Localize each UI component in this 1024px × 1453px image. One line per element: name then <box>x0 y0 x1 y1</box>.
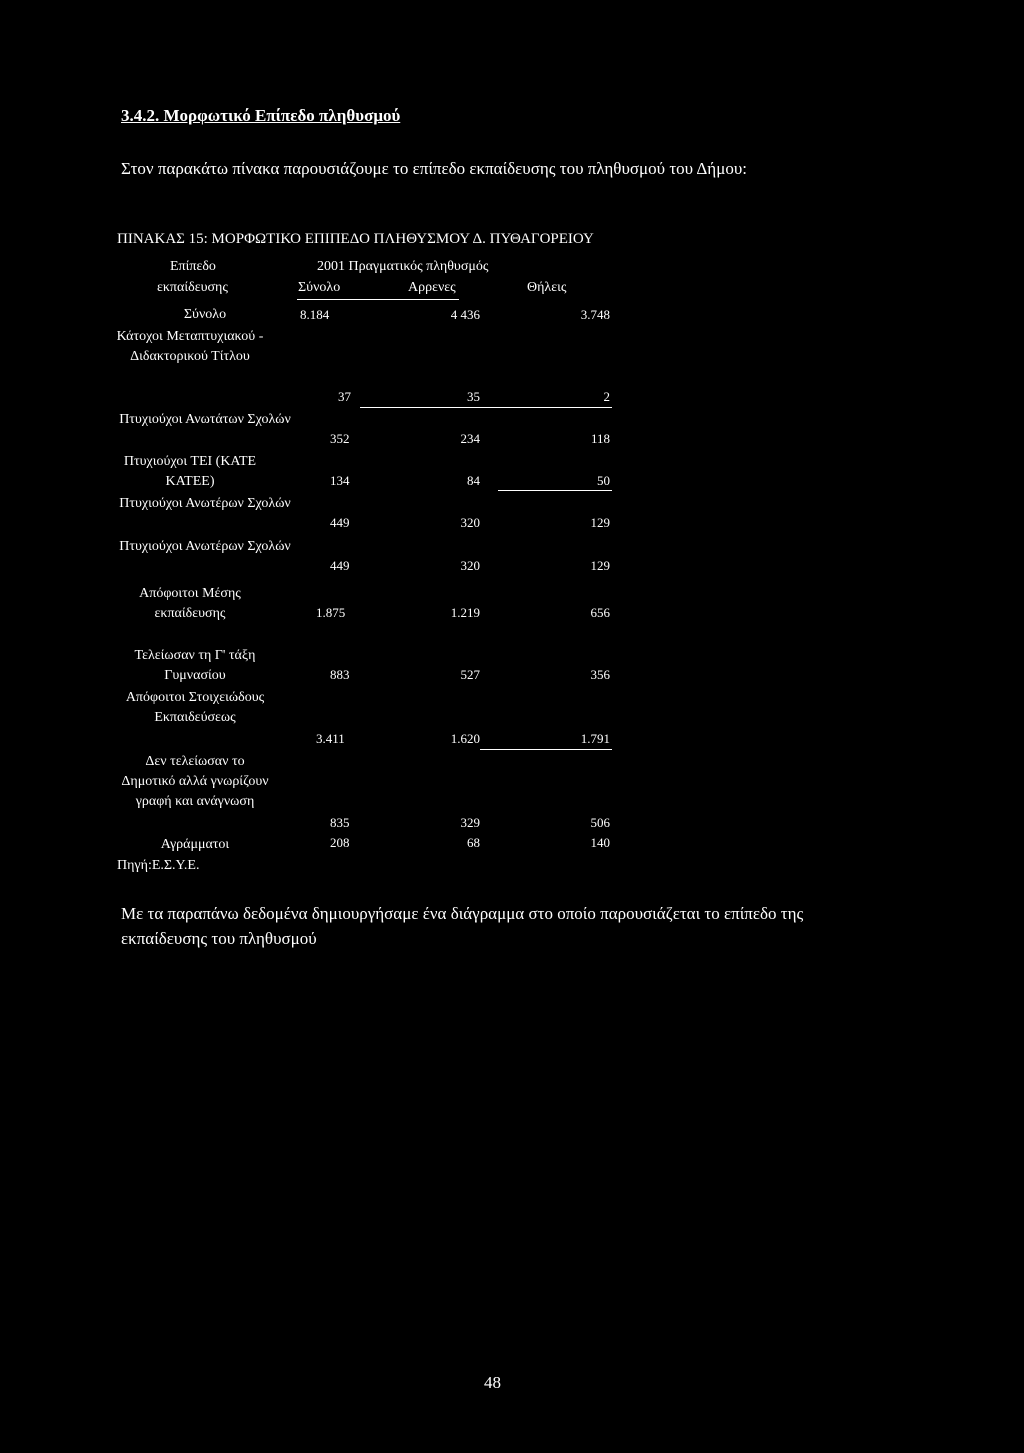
table-row-label: Δεν τελείωσαν το Δημοτικό αλλά γνωρίζουν γραφή και ανάγνωση <box>121 754 269 809</box>
table-cell-male: 234 <box>460 431 480 446</box>
table-cell-total: 352 <box>330 431 350 446</box>
table-cell-female: 656 <box>590 605 610 620</box>
table-row-label: Απόφοιτοι Στοιχειώδους Εκπαιδεύσεως <box>125 690 265 725</box>
table-row-label: Απόφοιτοι Μέσης εκπαίδευσης <box>139 586 241 621</box>
table-cell-female: 129 <box>590 558 610 573</box>
table-cell-male: 1.219 <box>450 605 480 620</box>
table-cell-total: 134 <box>330 473 350 488</box>
row-underline <box>498 490 612 491</box>
table-cell-male: 1.620 <box>450 731 480 746</box>
table-cell-male: 35 <box>467 389 480 404</box>
table-cell-total: 208 <box>330 835 350 850</box>
table-cell-male: 68 <box>467 835 480 850</box>
table-cell-female: 3.748 <box>580 307 610 322</box>
table-cell-male: 320 <box>460 515 480 530</box>
intro-paragraph: Στον παρακάτω πίνακα παρουσιάζουμε το επίπεδο εκπαίδευσης του πληθυσμού του Δήμου: <box>121 159 747 178</box>
table-cell-female: 2 <box>603 389 610 404</box>
row-underline <box>360 407 612 408</box>
table-row-label: Πτυχιούχοι Ανωτέρων Σχολών <box>119 496 291 511</box>
header-underline <box>297 299 459 300</box>
table-row-label: Πτυχιούχοι Ανωτέρων Σχολών <box>119 539 291 554</box>
column-header-total: Σύνολο <box>298 280 341 295</box>
table-cell-total: 835 <box>330 815 350 830</box>
table-cell-total: 449 <box>330 515 350 530</box>
table-cell-female: 140 <box>590 835 610 850</box>
table-row-label: Σύνολο <box>183 307 227 322</box>
table-row-label: Τελείωσαν τη Γ' τάξη Γυμνασίου <box>134 648 256 683</box>
table-cell-female: 118 <box>590 431 610 446</box>
table-cell-female: 506 <box>590 815 610 830</box>
table-row-label: Πτυχιούχοι ΤΕΙ (ΚΑΤΕ ΚΑΤΕΕ) <box>123 454 257 489</box>
table-cell-male: 84 <box>467 473 480 488</box>
section-heading: 3.4.2. Μορφωτικό Επίπεδο πληθυσμού <box>121 106 401 125</box>
table-cell-total: 883 <box>330 667 350 682</box>
table-cell-female: 1.791 <box>580 731 610 746</box>
table-row-label: Κάτοχοι Μεταπτυχιακού - Διδακτορικού Τίτλου <box>116 329 264 364</box>
table-cell-male: 527 <box>460 667 480 682</box>
header-label-line1: Επίπεδο <box>170 259 216 274</box>
table-caption: ΠΙΝΑΚΑΣ 15: ΜΟΡΦΩΤΙΚΟ ΕΠΙΠΕΔΟ ΠΛΗΘΥΣΜΟΥ Δ. ΠΥΘΑΓΟΡΕΙΟΥ <box>117 231 594 247</box>
table-cell-total: 37 <box>338 389 351 404</box>
table-cell-female: 129 <box>590 515 610 530</box>
table-cell-total: 3.411 <box>316 731 345 746</box>
table-cell-total: 1.875 <box>316 605 346 620</box>
table-cell-female: 50 <box>597 473 610 488</box>
table-source: Πηγή:Ε.Σ.Υ.Ε. <box>117 858 200 873</box>
header-group-title: 2001 Πραγματικός πληθυσμός <box>317 259 489 274</box>
header-label-line2: εκπαίδευσης <box>157 280 228 295</box>
table-cell-total: 449 <box>330 558 350 573</box>
row-underline <box>480 749 612 750</box>
table-cell-male: 329 <box>460 815 480 830</box>
table-cell-male: 320 <box>460 558 480 573</box>
table-cell-male: 4 436 <box>450 307 480 322</box>
table-cell-female: 356 <box>590 667 610 682</box>
closing-paragraph: Με τα παραπάνω δεδομένα δημιουργήσαμε ένα διάγραμμα στο οποίο παρουσιάζεται το επίπεδο της εκπαίδευσης του πληθυσμού <box>121 904 804 948</box>
column-header-male: Αρρενες <box>408 280 456 295</box>
page-number: 48 <box>484 1373 501 1392</box>
column-header-female: Θήλεις <box>527 280 567 295</box>
table-row-label: Αγράμματοι <box>160 837 230 852</box>
table-row-label: Πτυχιούχοι Ανωτάτων Σχολών <box>119 412 291 427</box>
table-cell-total: 8.184 <box>300 307 330 322</box>
